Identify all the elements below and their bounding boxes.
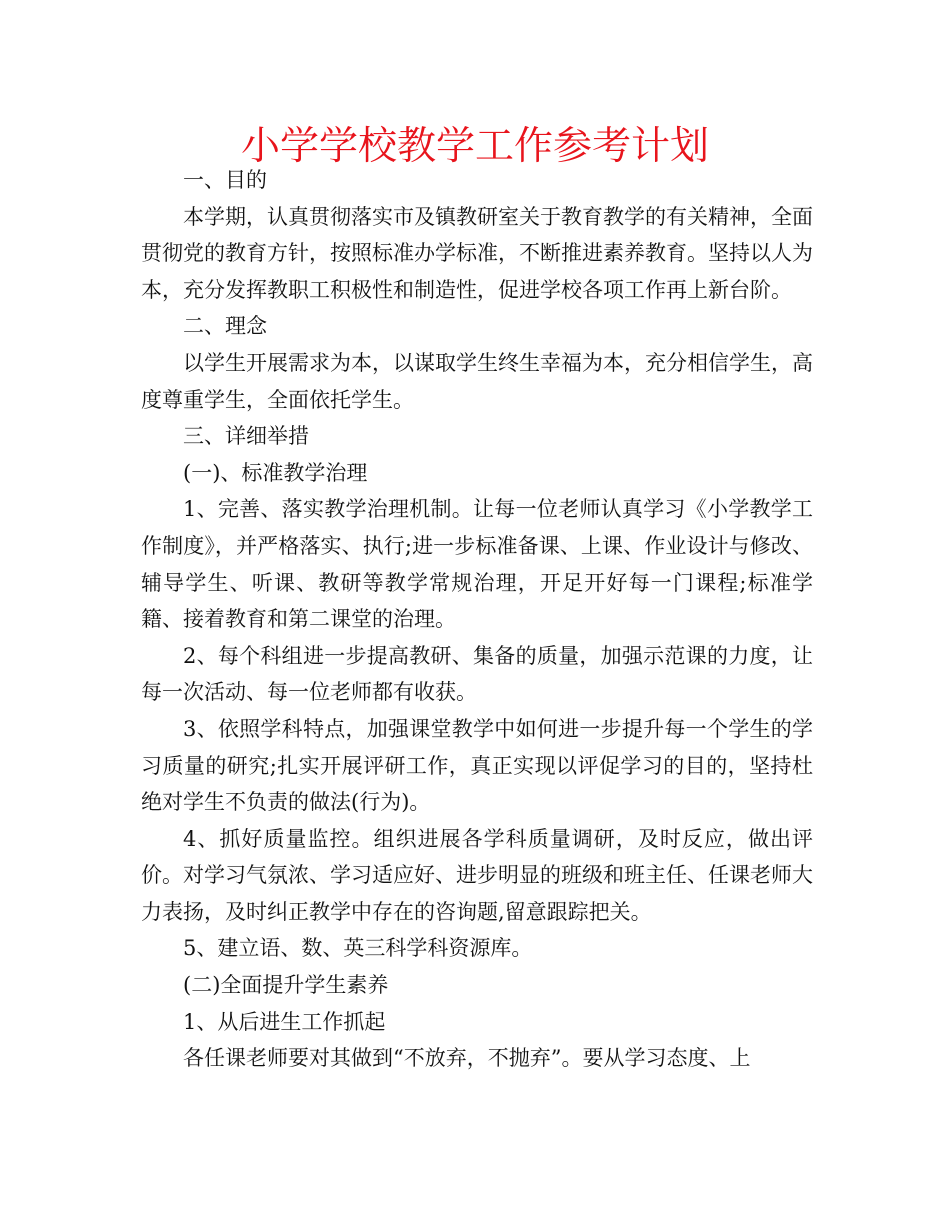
paragraph-philosophy: 以学生开展需求为本，以谋取学生终生幸福为本，充分相信学生，高度尊重学生，全面依托学生。 xyxy=(141,350,813,412)
list-item: 4、抓好质量监控。组织进展各学科质量调研，及时反应，做出评价。对学习气氛浓、学习适应好、进步明显的班级和班主任、任课老师大力表扬，及时纠正教学中存在的咨询题,留意跟踪把关。 xyxy=(141,826,813,924)
list-item: 1、完善、落实教学治理机制。让每一位老师认真学习《小学教学工作制度》，并严格落实、执行;进一步标准备课、上课、作业设计与修改、辅导学生、听课、教研等教学常规治理，开足开好每一门课程;标准学籍、接着教育和第二课堂的治理。 xyxy=(141,497,813,632)
section-heading-philosophy: 二、理念 xyxy=(183,314,267,339)
paragraph-purpose: 本学期，认真贯彻落实市及镇教研室关于教育教学的有关精神，全面贯彻党的教育方针，按照标准办学标准，不断推进素养教育。坚持以人为本，充分发挥教职工积极性和制造性，促进学校各项工作再上新台阶。 xyxy=(141,204,813,302)
subsection-heading-teaching-management: (一)、标准教学治理 xyxy=(183,460,368,485)
section-heading-measures: 三、详细举措 xyxy=(183,424,309,449)
list-item: 2、每个科组进一步提高教研、集备的质量，加强示范课的力度，让每一次活动、每一位老师都有收获。 xyxy=(141,643,813,705)
list-item: 1、从后进生工作抓起 xyxy=(183,1009,386,1034)
subsection-heading-student-quality: (二)全面提升学生素养 xyxy=(183,973,389,998)
list-item: 5、建立语、数、英三科学科资源库。 xyxy=(183,936,533,961)
document-body xyxy=(141,162,813,1077)
document-title: 小学学校教学工作参考计划 xyxy=(240,124,709,169)
list-item: 3、依照学科特点，加强课堂教学中如何进一步提升每一个学生的学习质量的研究;扎实开展评研工作，真正实现以评促学习的目的，坚持杜绝对学生不负责的做法(行为)。 xyxy=(141,716,813,815)
paragraph-continuation: 各任课老师要对其做到“不放弃，不抛弃”。要从学习态度、上 xyxy=(183,1046,751,1071)
section-heading-purpose: 一、目的 xyxy=(183,168,267,192)
